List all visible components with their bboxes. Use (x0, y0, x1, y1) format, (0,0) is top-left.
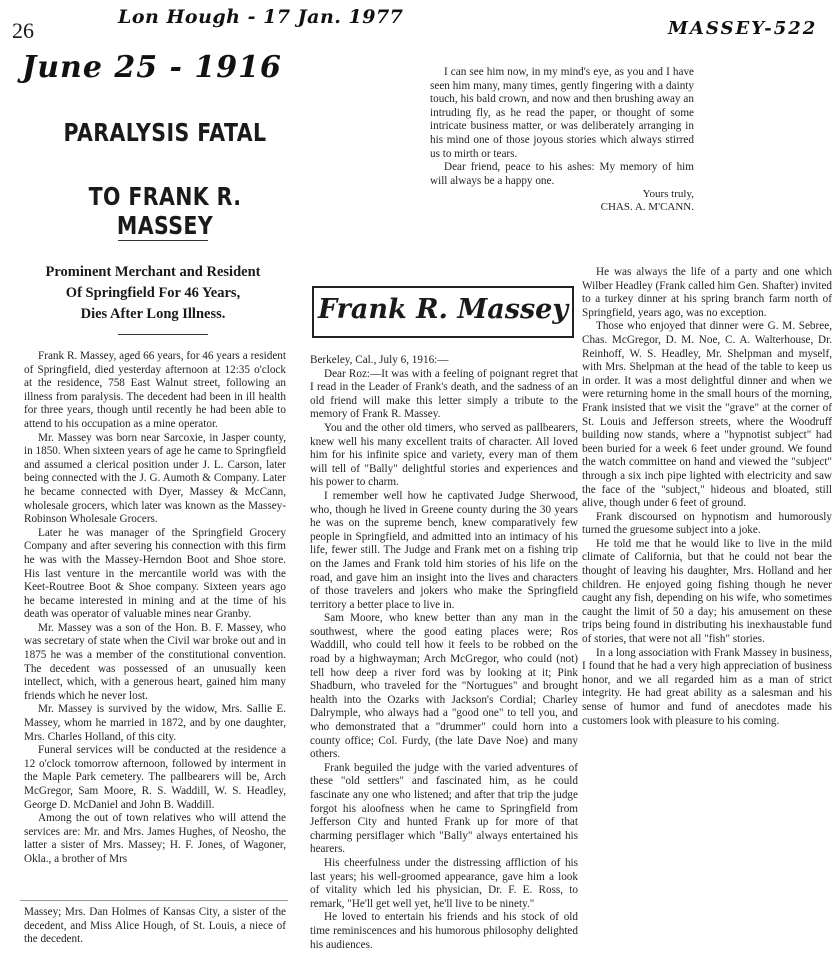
handwritten-note-top: Lon Hough - 17 Jan. 1977 (118, 6, 404, 28)
headline-divider (118, 240, 208, 241)
letter-paragraph: I remember well how he captivated Judge Sherwood, who, though he lived in Greene county during the 30 years he was on the supreme bench, knew comparatively few people in Springfield, and admitted into an intimacy of his life, fewer still. The Judge and Frank met on a fishing trip on the James and Frank told him stories of his life on the road, and gave him an insight into the lives and characters of those travelers and jokers who make the Springfield territory a better place to live in. (310, 489, 578, 611)
letter-closing: Yours truly, (642, 188, 694, 201)
page-number: 26 (12, 18, 34, 43)
letter-paragraph: Those who enjoyed that dinner were G. M. Sebree, Chas. McGregor, D. M. Noe, C. A. Walterhouse, Dr. Reinhoff, W. S. Headley, Mr. Shelpman and myself, with Mrs. Shelpman at the head of the table to keep us in order. It was a most delightful dinner and when we were returning home in the small hours of the morning, Frank insisted that we visit the "grave" at the corner of St. Louis and Jefferson streets, where the Woodruff building now stands, where a "hypnotist subject" had been buried for a week 6 feet under ground. We found the watch committee on hand and viewed the "subject" through a six inch pipe lighted with electricity and saw the face of the "subject," hideous and bloated, still alive, though under 6 feet of ground. (582, 320, 832, 510)
letter-paragraph: Dear Roz:—It was with a feeling of poignant regret that I read in the Leader of Frank's death, and the sadness of an old friend will make this letter simply a tribute to the memory of Frank R. Massey. (310, 367, 578, 421)
deck-divider (118, 334, 208, 335)
headline-line-1: PARALYSIS FATAL (63, 118, 267, 147)
obituary-paragraph: Mr. Massey is survived by the widow, Mrs. Sallie E. Massey, whom he married in 1872, and by one daughter, Mrs. Charles Holland, of this city. (24, 703, 286, 743)
letter-title-box (312, 286, 574, 338)
obituary-column (24, 350, 286, 867)
letter-clip-top (430, 66, 694, 214)
letter-paragraph: He loved to entertain his friends and his stock of old time reminiscences and his humorous philosophy delighted his audiences. (310, 911, 578, 951)
letter-paragraph: You and the other old timers, who served as pallbearers, knew well his many excellent traits of character. All loved him for his infinite spice and variety, every man of them will tell of "Bally" delightful stories and experiences and his power to charm. (310, 421, 578, 489)
deck-line: Of Springfield For 46 Years, (65, 285, 241, 301)
handwritten-catalog-number: MASSEY-522 (668, 18, 818, 39)
clipping-edge (20, 900, 288, 901)
deck-line: Prominent Merchant and Resident (45, 264, 261, 280)
letter-paragraph: He told me that he would like to live in the mild climate of California, but that he could not bear the thought of leaving his daughter, Mrs. Holland and her children. He enjoyed going fishing though he never caught any fish, depending on his wife, who sometimes caught the limit of 50 a day; his amusement on these trips being found in distributing his inexhaustable fund of stories, that were not all "fish" stories. (582, 537, 832, 646)
letter-paragraph: Frank discoursed on hypnotism and humorously turned the gruesome subject into a joke. (582, 510, 832, 537)
letter-column-1 (310, 354, 578, 952)
letter-paragraph: I can see him now, in my mind's eye, as you and I have seen him many, many times, gently fingering with a dainty touch, his bald crown, and now and then brushing away an intruding fly, as he read the paper, or thought of some intricate business matter, or was deliberately arranging in his mind one of those joyous stories which always stirred us to mirth or tears. (430, 66, 694, 160)
obituary-paragraph: Funeral services will be conducted at the residence a 12 o'clock tomorrow afternoon, followed by interment in the Maple Park cemetery. The pallbearers will be, Arch McGregor, Sam Moore, R. S. Waddill, W. S. Headley, George D. McDaniel and John B. Waddill. (24, 744, 286, 811)
letter-dateline: Berkeley, Cal., July 6, 1916:— (310, 354, 449, 366)
obituary-continuation-text: Massey; Mrs. Dan Holmes of Kansas City, a sister of the decedent, and Miss Alice Hough, of St. Louis, a niece of the decedent. (24, 906, 286, 946)
obituary-paragraph: Later he was manager of the Springfield Grocery Company and after severing his connection with this firm he was with the Massey-Herndon Boot and Shoe store. His last venture in the mercantile world was with the Keet-Routree Boot & Shoe company. Sixteen years ago he became interested in mining and at the time of his death was operator of valuable mines near Granby. (24, 526, 286, 621)
letter-paragraph: Frank beguiled the judge with the varied adventures of these "old settlers" and fascinated him, as he could fascinate any one who listened; and after that trip the judge forgot his aloofness when he came to Springfield from Jefferson City and hunted Frank up for more of that charming persiflager which "Bally" always entertained his hearers. (310, 761, 578, 856)
obituary-paragraph: Mr. Massey was a son of the Hon. B. F. Massey, who was secretary of state when the Civil war broke out and in 1875 he was a member of the constitutional convention. The decedent was possessed of an unusually keen intellect, which, with a generous heart, gained him many friends which he never lost. (24, 621, 286, 702)
letter-paragraph: He was always the life of a party and one which Wilber Headley (Frank called him Gen. Shafter) invited to a turkey dinner at his spring branch farm north of Springfield, years ago, was no exception. (582, 266, 832, 319)
deck-line: Dies After Long Illness. (80, 306, 226, 322)
obituary-paragraph: Among the out of town relatives who will attend the services are: Mr. and Mrs. James Hughes, of Neosho, the latter a sister of Mrs. Massey; H. F. Jones, of Wagoner, Okla., a brother of Mrs (24, 812, 286, 865)
article-deck (18, 262, 288, 325)
letter-column-2 (582, 266, 832, 728)
handwritten-date: June 25 - 1916 (22, 50, 282, 85)
headline-line-2: TO FRANK R. MASSEY (88, 182, 242, 240)
letter-paragraph: Dear friend, peace to his ashes: My memory of him will always be a happy one. (430, 161, 694, 187)
obituary-paragraph: Mr. Massey was born near Sarcoxie, in Jasper county, in 1850. When sixteen years of age he came to Springfield and assumed a clerical position under J. L. Carson, later being connected with the J. G. Aumoth & Company. Later he became connected with Dyer, Massey & McCann, wholesale grocers, which later was known as the Massey-Robinson Wholesale Grocers. (24, 431, 286, 526)
letter-paragraph: His cheerfulness under the distressing affliction of his last years; his well-groomed appearance, gave him a look of vitality which led his physician, Dr. F. E. Ross, to remark, "He'll get well yet, he'll live to be ninety." (310, 856, 578, 910)
letter-title: Frank R. Massey (317, 294, 569, 325)
obituary-continuation (24, 906, 286, 947)
obituary-paragraph: Frank R. Massey, aged 66 years, for 46 years a resident of Springfield, died yesterday afternoon at 12:35 o'clock at the residence, 758 East Walnut street, following an illness from paralysis. The decedent had been in ill health for three years, though until recently he had been able to attend to his occupation as a mine operator. (24, 350, 286, 430)
letter-paragraph: Sam Moore, who knew better than any man in the southwest, where the good eating places were; Ros Waddill, who could tell how it feels to be robbed on the road by a highwayman; Arch McGregor, who could (not) tell how deep a river ford was by looking at it; Pink Shadburn, who traveled for the "Nortugues" and brought health into the Ozarks with Jackson's Cordial; Charley Dalrymple, who always had a "good one" to tell you, and who demonstrated that a "drummer" could horn into a county office; Col. Furdy, (the late Dave Noe) and many others. (310, 612, 578, 761)
letter-signature: CHAS. A. M'CANN. (600, 201, 694, 214)
letter-paragraph: In a long association with Frank Massey in business, I found that he had a very high appreciation of business honor, and we all regarded him as a man of strict integrity. He had great ability as a salesman and his sense of humor and fund of anecdotes made his customers look with pleasure to his coming. (582, 646, 832, 727)
